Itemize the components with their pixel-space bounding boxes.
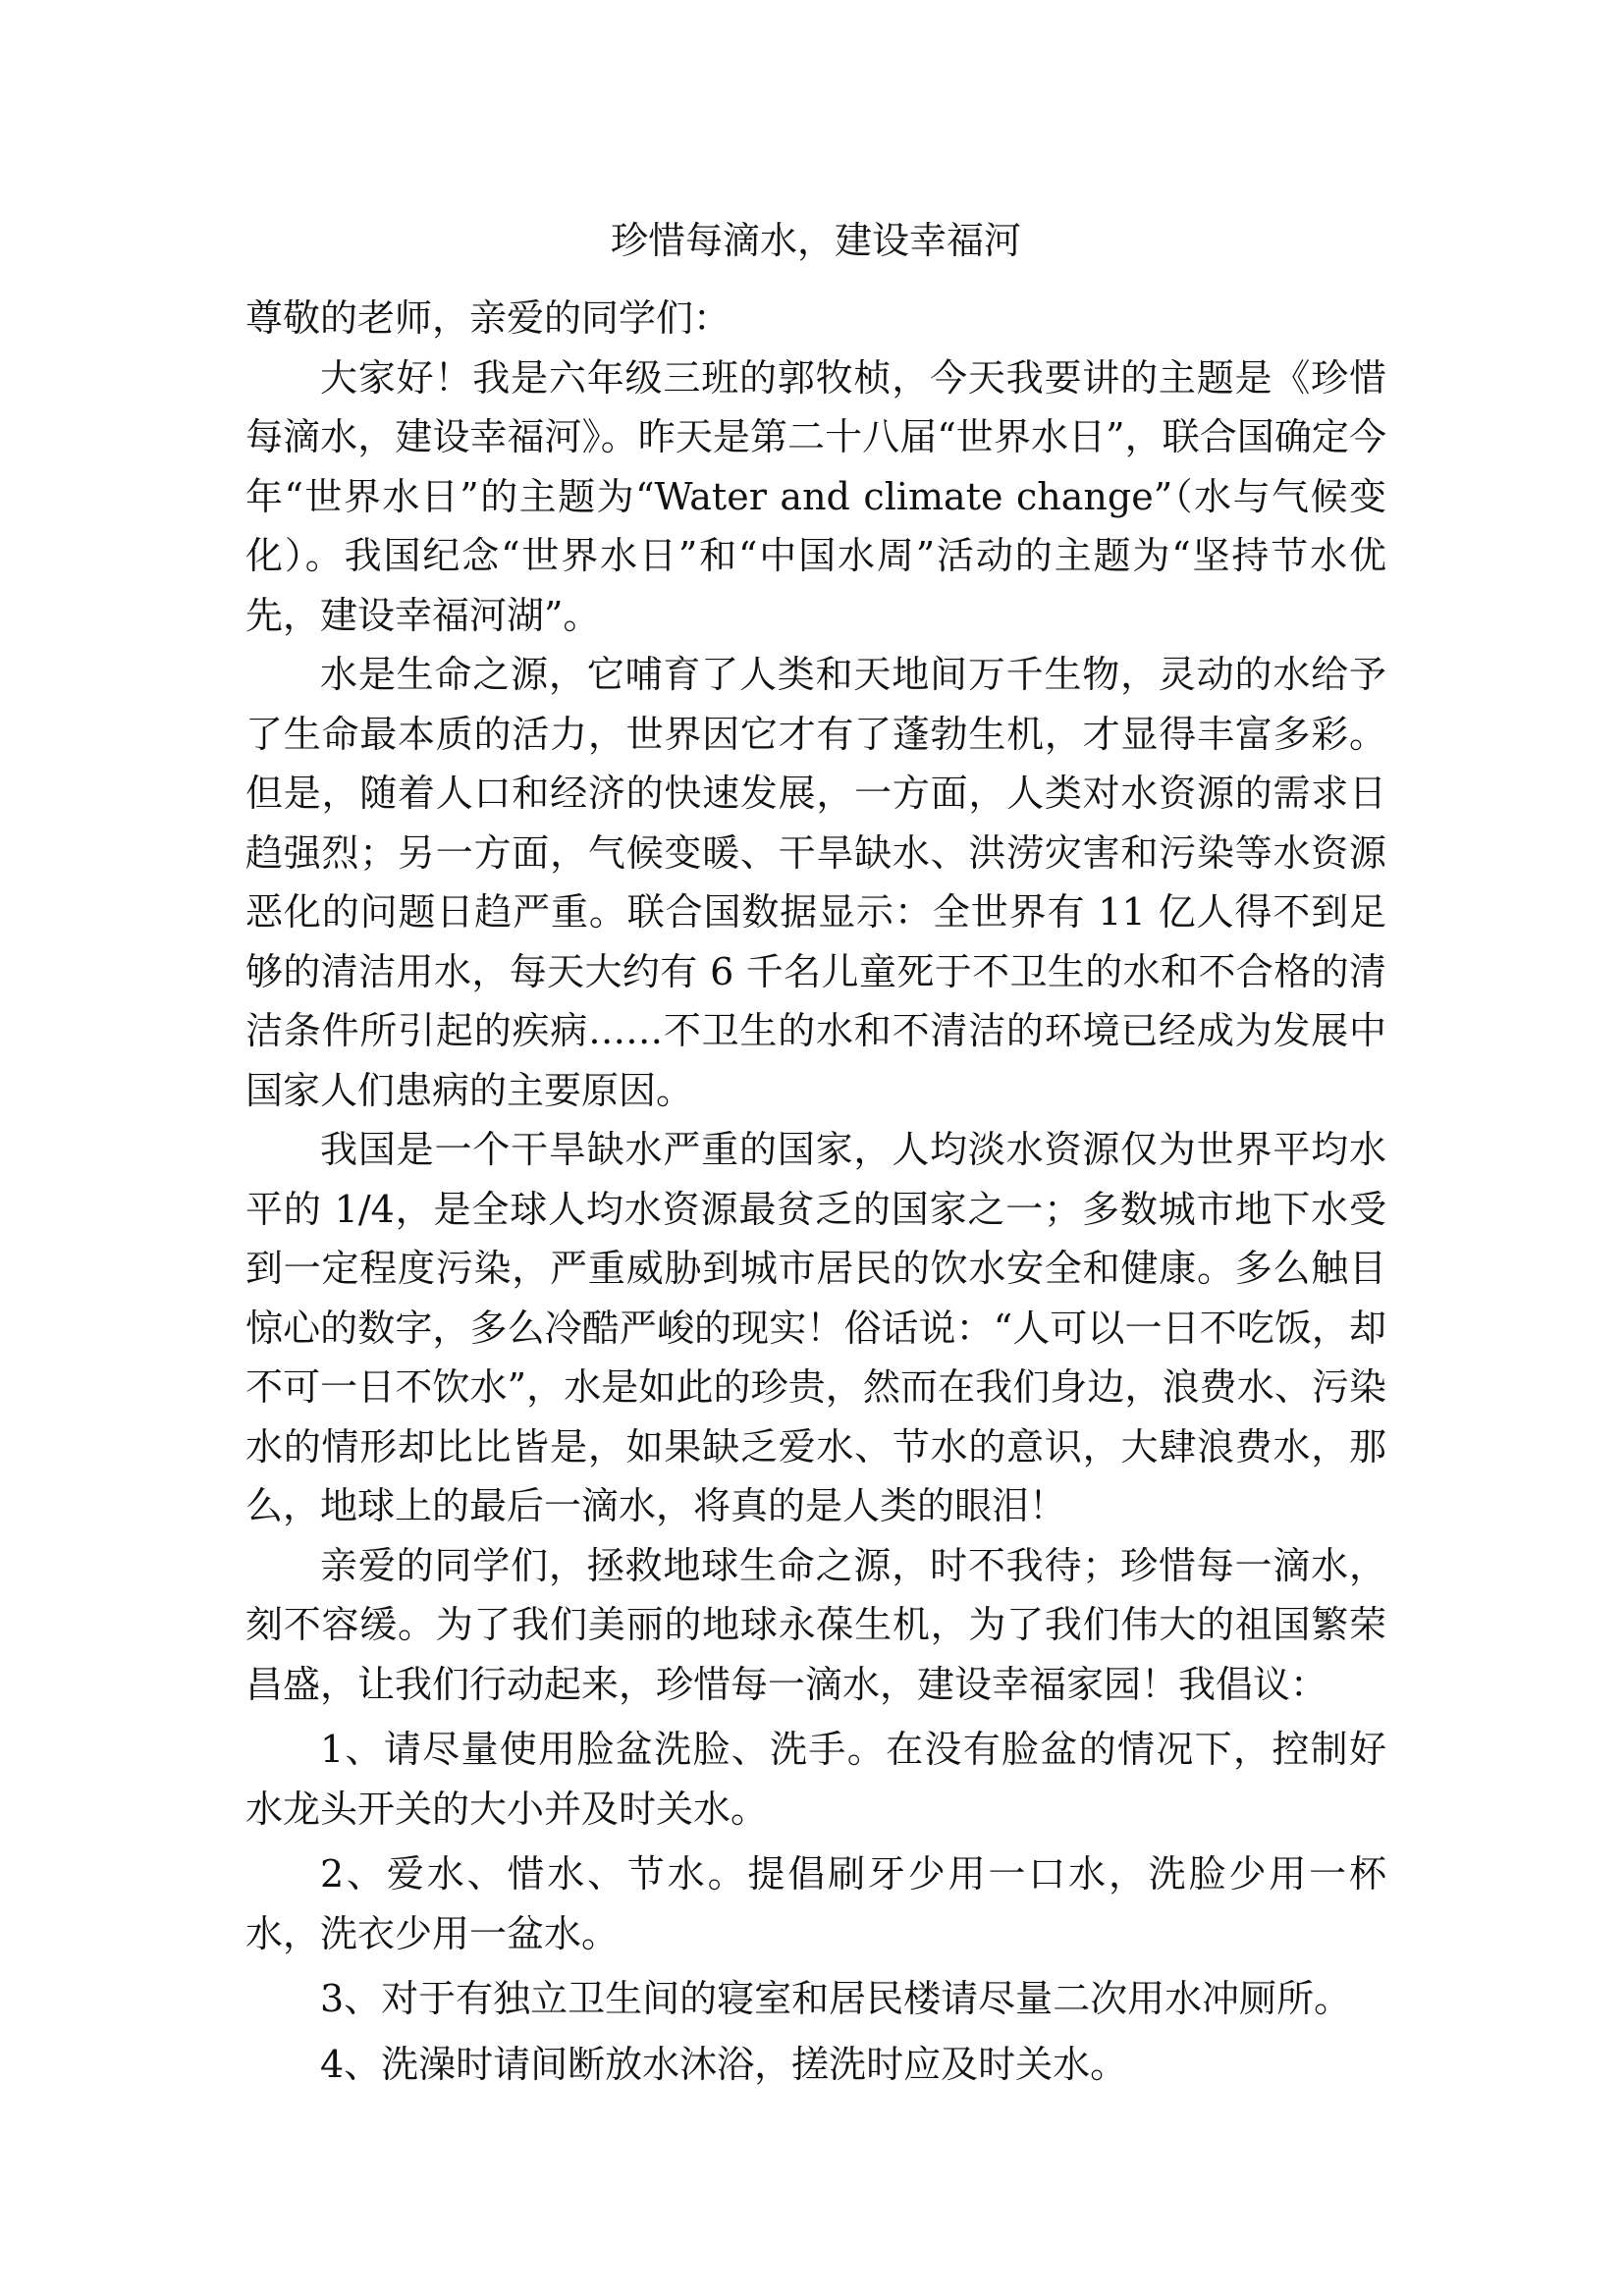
document-title: 珍惜每滴水，建设幸福河 — [610, 219, 1021, 262]
document-body — [245, 206, 1386, 2094]
paragraph-water-importance: 水是生命之源，它哺育了人类和天地间万千生物，灵动的水给予了生命最本质的活力，世界因它才有了蓬勃生机，才显得丰富多彩。但是，随着人口和经济的快速发展，一方面，人类对水资源的需求日趋强烈；另一方面，气候变暖、干旱缺水、洪涝灾害和污染等水资源恶化的问题日趋严重。联合国数据显示：全世界有 11 亿人得不到足够的清洁用水，每天大约有 6 千名儿童死于不卫生的水和不合格的清洁条件所引起的疾病……不卫生的水和不清洁的环境已经成为发展中国家人们患病的主要原因。 — [245, 653, 1386, 1112]
paragraph-appeal: 亲爱的同学们，拯救地球生命之源，时不我待；珍惜每一滴水，刻不容缓。为了我们美丽的地球永葆生机，为了我们伟大的祖国繁荣昌盛，让我们行动起来，珍惜每一滴水，建设幸福家园！我倡议： — [245, 1543, 1386, 1706]
paragraph-china-water-shortage: 我国是一个干旱缺水严重的国家，人均淡水资源仅为世界平均水平的 1/4，是全球人均水资源最贫乏的国家之一；多数城市地下水受到一定程度污染，严重威胁到城市居民的饮水安全和健康。多么触目惊心的数字，多么冷酷严峻的现实！俗话说：“人可以一日不吃饭，却不可一日不饮水”，水是如此的珍贵，然而在我们身边，浪费水、污染水的情形却比比皆是，如果缺乏爱水、节水的意识，大肆浪费水，那么，地球上的最后一滴水，将真的是人类的眼泪！ — [245, 1128, 1386, 1527]
paragraph-greeting: 大家好！我是六年级三班的郭牧桢，今天我要讲的主题是《珍惜每滴水，建设幸福河》。昨天是第二十八届“世界水日”，联合国确定今年“世界水日”的主题为“Water and climate change”（水与气候变化）。我国纪念“世界水日”和“中国水周”活动的主题为“坚持节水优先，建设幸福河湖”。 — [245, 355, 1386, 637]
proposal-item-3: 3、对于有独立卫生间的寝室和居民楼请尽量二次用水冲厕所。 — [320, 1977, 1352, 2020]
proposal-item-1: 1、请尽量使用脸盆洗脸、洗手。在没有脸盆的情况下，控制好水龙头开关的大小并及时关水。 — [245, 1728, 1386, 1831]
proposal-item-2: 2、爱水、惜水、节水。提倡刷牙少用一口水，洗脸少用一杯水，洗衣少用一盆水。 — [245, 1852, 1386, 1955]
proposal-item-4: 4、洗澡时请间断放水沐浴，搓洗时应及时关水。 — [320, 2042, 1128, 2086]
salutation: 尊敬的老师，亲爱的同学们： — [245, 296, 731, 340]
